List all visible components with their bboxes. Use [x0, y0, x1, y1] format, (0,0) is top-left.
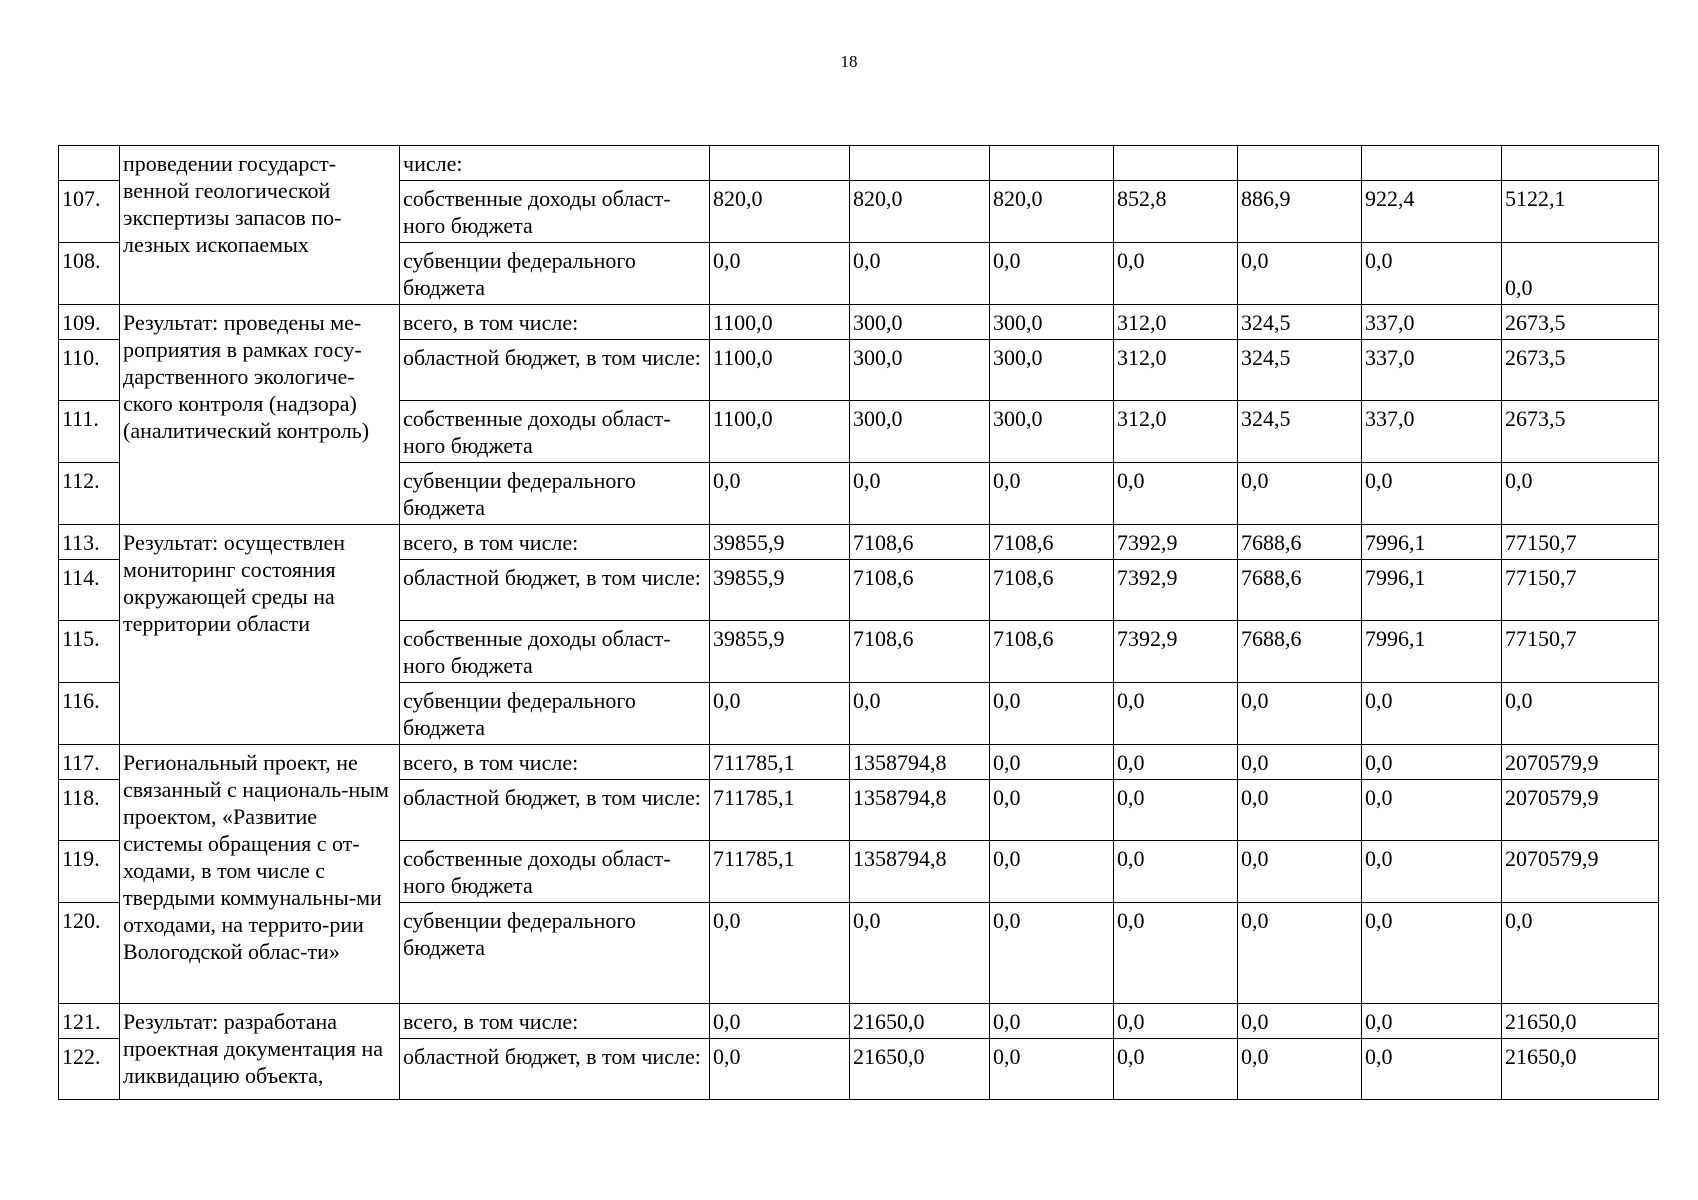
row-number-cell: 112.	[59, 463, 120, 525]
total-value-cell: 2070579,9	[1502, 841, 1659, 903]
year-value-cell: 852,8	[1114, 181, 1238, 243]
year-value-cell: 0,0	[1238, 780, 1362, 841]
year-value-cell: 312,0	[1114, 305, 1238, 340]
year-value-cell: 0,0	[1114, 841, 1238, 903]
year-value-cell: 7392,9	[1114, 621, 1238, 683]
year-value-cell: 7108,6	[850, 525, 990, 560]
year-value-cell: 0,0	[1114, 745, 1238, 780]
year-value-cell: 7392,9	[1114, 560, 1238, 621]
year-value-cell: 312,0	[1114, 401, 1238, 463]
year-value-cell: 300,0	[990, 340, 1114, 401]
year-value-cell	[1114, 146, 1238, 181]
year-value-cell: 0,0	[850, 463, 990, 525]
year-value-cell: 0,0	[1362, 841, 1502, 903]
year-value-cell: 0,0	[710, 903, 850, 1004]
year-value-cell: 0,0	[990, 683, 1114, 745]
total-value-cell: 77150,7	[1502, 525, 1659, 560]
year-value-cell: 0,0	[710, 683, 850, 745]
year-value-cell: 711785,1	[710, 745, 850, 780]
year-value-cell: 0,0	[850, 903, 990, 1004]
year-value-cell: 0,0	[850, 243, 990, 305]
row-number-cell: 107.	[59, 181, 120, 243]
year-value-cell: 39855,9	[710, 621, 850, 683]
year-value-cell: 0,0	[990, 1039, 1114, 1100]
year-value-cell: 312,0	[1114, 340, 1238, 401]
funding-source-cell: собственные доходы област-ного бюджета	[400, 841, 710, 903]
year-value-cell: 0,0	[710, 1004, 850, 1039]
year-value-cell: 1100,0	[710, 340, 850, 401]
total-value-cell: 21650,0	[1502, 1039, 1659, 1100]
year-value-cell: 0,0	[1238, 903, 1362, 1004]
row-number-cell: 119.	[59, 841, 120, 903]
year-value-cell: 0,0	[1362, 683, 1502, 745]
year-value-cell: 7108,6	[990, 560, 1114, 621]
year-value-cell: 39855,9	[710, 525, 850, 560]
year-value-cell: 7688,6	[1238, 525, 1362, 560]
row-number-cell: 110.	[59, 340, 120, 401]
funding-source-cell: субвенции федерального бюджета	[400, 683, 710, 745]
year-value-cell: 820,0	[990, 181, 1114, 243]
year-value-cell: 0,0	[710, 463, 850, 525]
year-value-cell	[990, 146, 1114, 181]
year-value-cell: 0,0	[990, 463, 1114, 525]
year-value-cell: 0,0	[1362, 1004, 1502, 1039]
row-number-cell: 116.	[59, 683, 120, 745]
year-value-cell	[1238, 146, 1362, 181]
year-value-cell: 922,4	[1362, 181, 1502, 243]
year-value-cell: 0,0	[1238, 841, 1362, 903]
funding-source-cell: областной бюджет, в том числе:	[400, 780, 710, 841]
year-value-cell: 7108,6	[850, 560, 990, 621]
year-value-cell: 300,0	[850, 305, 990, 340]
year-value-cell: 7996,1	[1362, 560, 1502, 621]
row-number-cell: 108.	[59, 243, 120, 305]
year-value-cell: 0,0	[1362, 463, 1502, 525]
row-number-cell: 117.	[59, 745, 120, 780]
year-value-cell: 0,0	[1362, 780, 1502, 841]
year-value-cell: 7392,9	[1114, 525, 1238, 560]
year-value-cell: 0,0	[1114, 1039, 1238, 1100]
row-number-cell: 109.	[59, 305, 120, 340]
table-row	[59, 525, 1659, 560]
result-description-cell: проведении государст-венной геологической экспертизы запасов по-лезных ископаемых	[120, 146, 400, 305]
year-value-cell	[1362, 146, 1502, 181]
funding-source-cell: областной бюджет, в том числе:	[400, 340, 710, 401]
year-value-cell: 0,0	[1238, 463, 1362, 525]
row-number-cell: 118.	[59, 780, 120, 841]
year-value-cell: 0,0	[990, 243, 1114, 305]
table-row	[59, 146, 1659, 181]
row-number-cell: 111.	[59, 401, 120, 463]
row-number-cell: 114.	[59, 560, 120, 621]
row-number-cell: 115.	[59, 621, 120, 683]
year-value-cell: 324,5	[1238, 340, 1362, 401]
year-value-cell: 324,5	[1238, 401, 1362, 463]
year-value-cell: 300,0	[990, 401, 1114, 463]
year-value-cell: 300,0	[990, 305, 1114, 340]
year-value-cell: 820,0	[710, 181, 850, 243]
year-value-cell: 0,0	[1114, 780, 1238, 841]
total-value-cell: 2070579,9	[1502, 780, 1659, 841]
funding-source-cell: субвенции федерального бюджета	[400, 243, 710, 305]
year-value-cell: 0,0	[990, 745, 1114, 780]
total-value-cell: 0,0	[1502, 243, 1659, 305]
total-value-cell: 0,0	[1502, 463, 1659, 525]
funding-source-cell: субвенции федерального бюджета	[400, 463, 710, 525]
year-value-cell: 886,9	[1238, 181, 1362, 243]
row-number-cell: 122.	[59, 1039, 120, 1100]
year-value-cell: 1100,0	[710, 305, 850, 340]
year-value-cell: 0,0	[1114, 243, 1238, 305]
year-value-cell: 820,0	[850, 181, 990, 243]
year-value-cell: 0,0	[1362, 903, 1502, 1004]
year-value-cell: 0,0	[1238, 745, 1362, 780]
year-value-cell: 21650,0	[850, 1004, 990, 1039]
year-value-cell: 300,0	[850, 340, 990, 401]
table-row	[59, 305, 1659, 340]
funding-source-cell: числе:	[400, 146, 710, 181]
row-number-cell	[59, 146, 120, 181]
year-value-cell: 39855,9	[710, 560, 850, 621]
year-value-cell: 0,0	[990, 841, 1114, 903]
year-value-cell: 300,0	[850, 401, 990, 463]
year-value-cell: 0,0	[1238, 243, 1362, 305]
year-value-cell: 0,0	[1238, 1004, 1362, 1039]
row-number-cell: 121.	[59, 1004, 120, 1039]
year-value-cell: 21650,0	[850, 1039, 990, 1100]
year-value-cell	[710, 146, 850, 181]
year-value-cell	[850, 146, 990, 181]
total-value-cell: 2673,5	[1502, 401, 1659, 463]
year-value-cell: 1358794,8	[850, 780, 990, 841]
total-value-cell: 21650,0	[1502, 1004, 1659, 1039]
year-value-cell: 0,0	[1362, 243, 1502, 305]
funding-source-cell: субвенции федерального бюджета	[400, 903, 710, 1004]
year-value-cell: 337,0	[1362, 401, 1502, 463]
year-value-cell: 7108,6	[850, 621, 990, 683]
year-value-cell: 7996,1	[1362, 621, 1502, 683]
funding-source-cell: всего, в том числе:	[400, 745, 710, 780]
total-value-cell: 2070579,9	[1502, 745, 1659, 780]
year-value-cell: 1358794,8	[850, 745, 990, 780]
year-value-cell: 7688,6	[1238, 621, 1362, 683]
total-value-cell	[1502, 146, 1659, 181]
year-value-cell: 0,0	[710, 243, 850, 305]
year-value-cell: 0,0	[850, 683, 990, 745]
funding-source-cell: всего, в том числе:	[400, 305, 710, 340]
year-value-cell: 0,0	[990, 903, 1114, 1004]
year-value-cell: 0,0	[1114, 903, 1238, 1004]
funding-source-cell: областной бюджет, в том числе:	[400, 560, 710, 621]
year-value-cell: 337,0	[1362, 340, 1502, 401]
year-value-cell: 7108,6	[990, 525, 1114, 560]
year-value-cell: 711785,1	[710, 841, 850, 903]
total-value-cell: 0,0	[1502, 903, 1659, 1004]
year-value-cell: 0,0	[1114, 1004, 1238, 1039]
year-value-cell: 0,0	[1238, 683, 1362, 745]
year-value-cell: 0,0	[990, 1004, 1114, 1039]
table-row	[59, 745, 1659, 780]
row-number-cell: 113.	[59, 525, 120, 560]
total-value-cell: 77150,7	[1502, 621, 1659, 683]
year-value-cell: 0,0	[710, 1039, 850, 1100]
funding-source-cell: собственные доходы област-ного бюджета	[400, 401, 710, 463]
year-value-cell: 337,0	[1362, 305, 1502, 340]
budget-table	[58, 145, 1659, 1100]
year-value-cell: 0,0	[1114, 683, 1238, 745]
year-value-cell: 1358794,8	[850, 841, 990, 903]
result-description-cell: Результат: проведены ме-роприятия в рамках госу-дарственного экологиче-ского контроля (надзора) (аналитический контроль)	[120, 305, 400, 525]
total-value-cell: 77150,7	[1502, 560, 1659, 621]
page-number: 18	[840, 52, 858, 71]
year-value-cell: 0,0	[990, 780, 1114, 841]
year-value-cell: 324,5	[1238, 305, 1362, 340]
funding-source-cell: областной бюджет, в том числе:	[400, 1039, 710, 1100]
total-value-cell: 2673,5	[1502, 305, 1659, 340]
year-value-cell: 0,0	[1362, 745, 1502, 780]
year-value-cell: 1100,0	[710, 401, 850, 463]
row-number-cell: 120.	[59, 903, 120, 1004]
year-value-cell: 7996,1	[1362, 525, 1502, 560]
funding-source-cell: всего, в том числе:	[400, 525, 710, 560]
total-value-cell: 5122,1	[1502, 181, 1659, 243]
year-value-cell: 0,0	[1362, 1039, 1502, 1100]
table-row	[59, 1004, 1659, 1039]
result-description-cell: Результат: осуществлен мониторинг состояния окружающей среды на территории области	[120, 525, 400, 745]
year-value-cell: 7688,6	[1238, 560, 1362, 621]
year-value-cell: 7108,6	[990, 621, 1114, 683]
funding-source-cell: всего, в том числе:	[400, 1004, 710, 1039]
year-value-cell: 0,0	[1238, 1039, 1362, 1100]
year-value-cell: 0,0	[1114, 463, 1238, 525]
total-value-cell: 0,0	[1502, 683, 1659, 745]
table-body	[59, 146, 1659, 1100]
total-value-cell: 2673,5	[1502, 340, 1659, 401]
result-description-cell: Результат: разработана проектная документация на ликвидацию объекта,	[120, 1004, 400, 1100]
funding-source-cell: собственные доходы област-ного бюджета	[400, 181, 710, 243]
year-value-cell: 711785,1	[710, 780, 850, 841]
result-description-cell: Региональный проект, не связанный с националь-ным проектом, «Развитие системы обращения с от-ходами, в том числе с твердыми коммунальны-ми отходами, на террито-рии Вологодской облас-ти»	[120, 745, 400, 1004]
funding-source-cell: собственные доходы област-ного бюджета	[400, 621, 710, 683]
